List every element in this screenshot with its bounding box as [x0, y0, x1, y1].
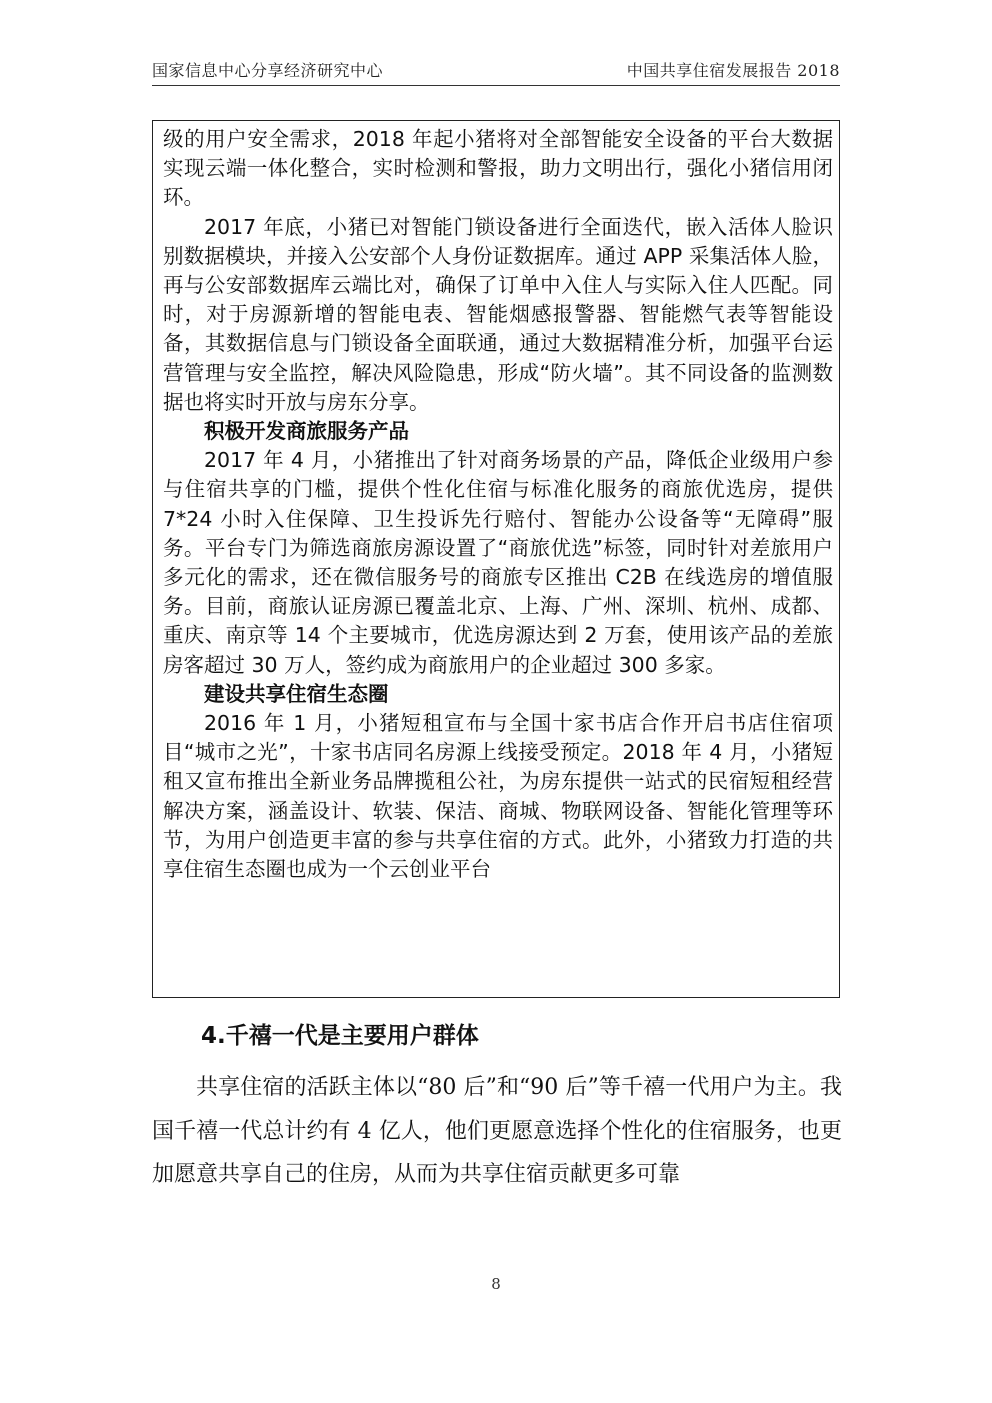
- box-paragraph-4: 2016 年 1 月，小猪短租宣布与全国十家书店合作开启书店住宿项目“城市之光”，十家书店同名房源上线接受预定。2018 年 4 月，小猪短租又宣布推出全新业务品牌揽租公社，为房东提供一站式的民宿短租经营解决方案，涵盖设计、软装、保洁、商城、物联网设备、智能化管理等环节，为用户创造更丰富的参与共享住宿的方式。此外，小猪致力打造的共享住宿生态圈也成为一个云创业平台: [163, 711, 833, 882]
- page-number: 8: [491, 1275, 501, 1293]
- case-study-box: [152, 120, 840, 998]
- box-subheading-business-travel: 积极开发商旅服务产品: [204, 419, 409, 444]
- box-subheading-ecosystem: 建设共享住宿生态圈: [204, 681, 389, 706]
- header-divider: [152, 85, 840, 86]
- header-report-title: 中国共享住宿发展报告 2018: [626, 61, 840, 80]
- header-organization: 国家信息中心分享经济研究中心: [152, 61, 384, 80]
- case-study-text: [163, 125, 833, 884]
- box-paragraph-3: 2017 年 4 月，小猪推出了针对商务场景的产品，降低企业级用户参与住宿共享的门槛，提供个性化住宿与标准化服务的商旅优选房，提供 7*24 小时入住保障、卫生投诉先行赔付、智能办公设备等“无障碍”服务。平台专门为筛选商旅房源设置了“商旅优选”标签，同时针对差旅用户多元化的需求，还在微信服务号的商旅专区推出 C2B 在线选房的增值服务。目前，商旅认证房源已覆盖北京、上海、广州、深圳、杭州、成都、重庆、南京等 14 个主要城市，优选房源达到 2 万套，使用该产品的差旅房客超过 30 万人，签约成为商旅用户的企业超过 300 多家。: [163, 448, 833, 677]
- section-heading: 4.千禧一代是主要用户群体: [201, 1023, 479, 1049]
- section-body-paragraph: 共享住宿的活跃主体以“80 后”和“90 后”等千禧一代用户为主。我国千禧一代总计约有 4 亿人，他们更愿意选择个性化的住宿服务，也更加愿意共享自己的住房，从而为共享住宿贡献更多可靠: [152, 1075, 842, 1187]
- box-paragraph-2: 2017 年底，小猪已对智能门锁设备进行全面迭代，嵌入活体人脸识别数据模块，并接入公安部个人身份证数据库。通过 APP 采集活体人脸，再与公安部数据库云端比对，确保了订单中入住人与实际入住人匹配。同时，对于房源新增的智能电表、智能烟感报警器、智能燃气表等智能设备，其数据信息与门锁设备全面联通，通过大数据精准分析，加强平台运营管理与安全监控，解决风险隐患，形成“防火墙”。其不同设备的监测数据也将实时开放与房东分享。: [163, 214, 833, 414]
- box-paragraph-1: 级的用户安全需求，2018 年起小猪将对全部智能安全设备的平台大数据实现云端一体化整合，实时检测和警报，助力文明出行，强化小猪信用闭环。: [163, 127, 833, 210]
